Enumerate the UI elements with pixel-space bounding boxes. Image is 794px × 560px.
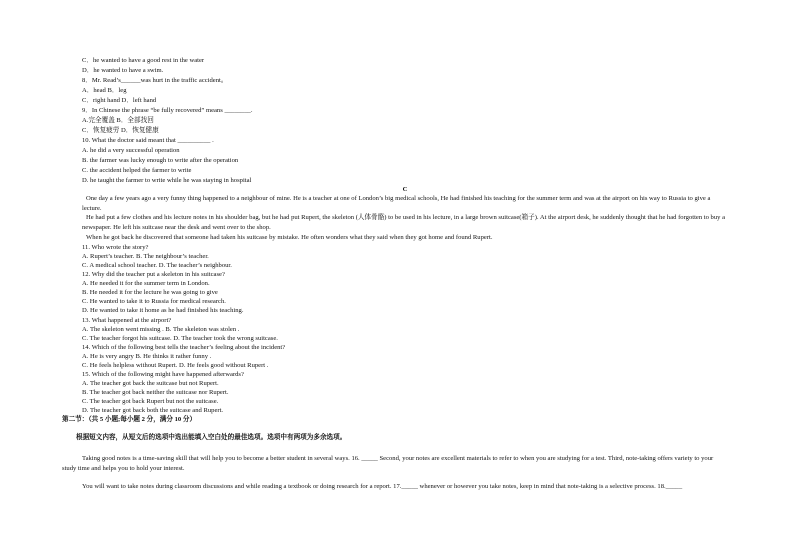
question-10: 10. What the doctor said meant that __________ . [82,137,214,144]
q14-options-cd: C. He feels helpless without Rupert. D. He feels good without Rupert . [82,362,269,369]
q8-options-cd: C．right hand D．left hand [82,97,157,104]
q13-options-ab: A. The skeleton went missing . B. The skeleton was stolen . [82,326,240,333]
section-2-header: 第二节：（共 5 小题;每小题 2 分，满分 10 分） [62,416,197,423]
question-12: 12. Why did the teacher put a skeleton in his suitcase? [82,271,225,278]
q10-option-d: D. he taught the farmer to write while he was staying in hospital [82,177,252,184]
section-2-paragraph-1: Taking good notes is a time-saving skill that will help you to become a better student in several ways. 16. _____ Second, your notes are excellent materials to refer to when you are studying for a test. Third, note-taking offers variety to your study time and helps you to hold your interest. [62,455,714,472]
q12-option-b: B. He needed it for the lecture he was going to give [82,289,218,296]
question-8: 8．Mr. Read’s______was hurt in the traffic accident。 [82,77,228,84]
q11-options-ab: A. Rupert’s teacher. B. The neighbour’s teacher. [82,253,209,260]
q12-option-a: A. He needed it for the summer term in London. [82,280,210,287]
section-2-paragraph-2: You will want to take notes during classroom discussions and while reading a textbook or doing research for a report. 17._____ whenever or however you take notes, keep in mind that note-taking is a selective process. 18._____ [82,483,683,490]
question-14: 14. Which of the following best tells the teacher’s feeling about the incident? [82,344,286,351]
question-11: 11. Who wrote the story? [82,244,149,251]
question-9: 9．In Chinese the phrase “be fully recovered” means ________. [82,107,253,114]
q7-option-c: C．he wanted to have a good rest in the water [82,57,205,64]
q15-option-c: C. The teacher got back Rupert but not the suitcase. [82,398,219,405]
question-15: 15. Which of the following might have happened afterwards? [82,371,244,378]
q10-option-a: A. he did a very successful operation [82,147,180,154]
q15-option-b: B. The teacher got back neither the suitcase nor Rupert. [82,389,229,396]
q11-options-cd: C. A medical school teacher. D. The teacher’s neighbour. [82,262,232,269]
section-c-paragraph-2: He had put a few clothes and his lecture notes in his shoulder bag, but he had put Rupert, the skeleton (人体骨骼) to be used in his lecture, in a large brown suitcase(箱子). At the airport desk, he suddenly thought that he had forgotten to buy a newspaper. He left his suitcase near the desk and went over to the shop. [82,214,726,231]
q14-options-ab: A. He is very angry B. He thinks it rather funny . [82,353,212,360]
question-13: 13. What happened at the airport? [82,317,172,324]
q8-options-ab: A．head B．leg [82,87,127,94]
q12-option-c: C. He wanted to take it to Russia for medical research. [82,298,226,305]
q15-option-a: A. The teacher got back the suitcase but not Rupert. [82,380,219,387]
section-c-paragraph-3: When he got back he discovered that someone had taken his suitcase by mistake. He often wonders what they said when they got home and found Rupert. [86,234,493,241]
q9-options-ab: A.完全覆盖 B．全部找回 [82,117,154,124]
q7-option-d: D．he wanted to have a swim. [82,67,164,74]
q10-option-c: C. the accident helped the farmer to write [82,167,192,174]
section-2-instruction: 根据短文内容，从短文后的选项中选出能填入空白处的最佳选项。选项中有两项为多余选项。 [76,434,347,441]
q15-option-d: D. The teacher got back both the suitcase and Rupert. [82,407,224,414]
q12-option-d: D. He wanted to take it home as he had finished his teaching. [82,307,244,314]
section-c-paragraph-1: One day a few years ago a very funny thing happened to a neighbour of mine. He is a teacher at one of London’s big medical schools, He had finished his teaching for the summer term and was at the airport on his way to Russia to give a lecture. [82,195,711,212]
section-c-heading: C [402,186,408,193]
q9-options-cd: C．恢复疲劳 D．恢复健康 [82,127,159,134]
q13-options-cd: C. The teacher forgot his suitcase. D. The teacher took the wrong suitcase. [82,335,278,342]
q10-option-b: B. the farmer was lucky enough to write after the operation [82,157,239,164]
